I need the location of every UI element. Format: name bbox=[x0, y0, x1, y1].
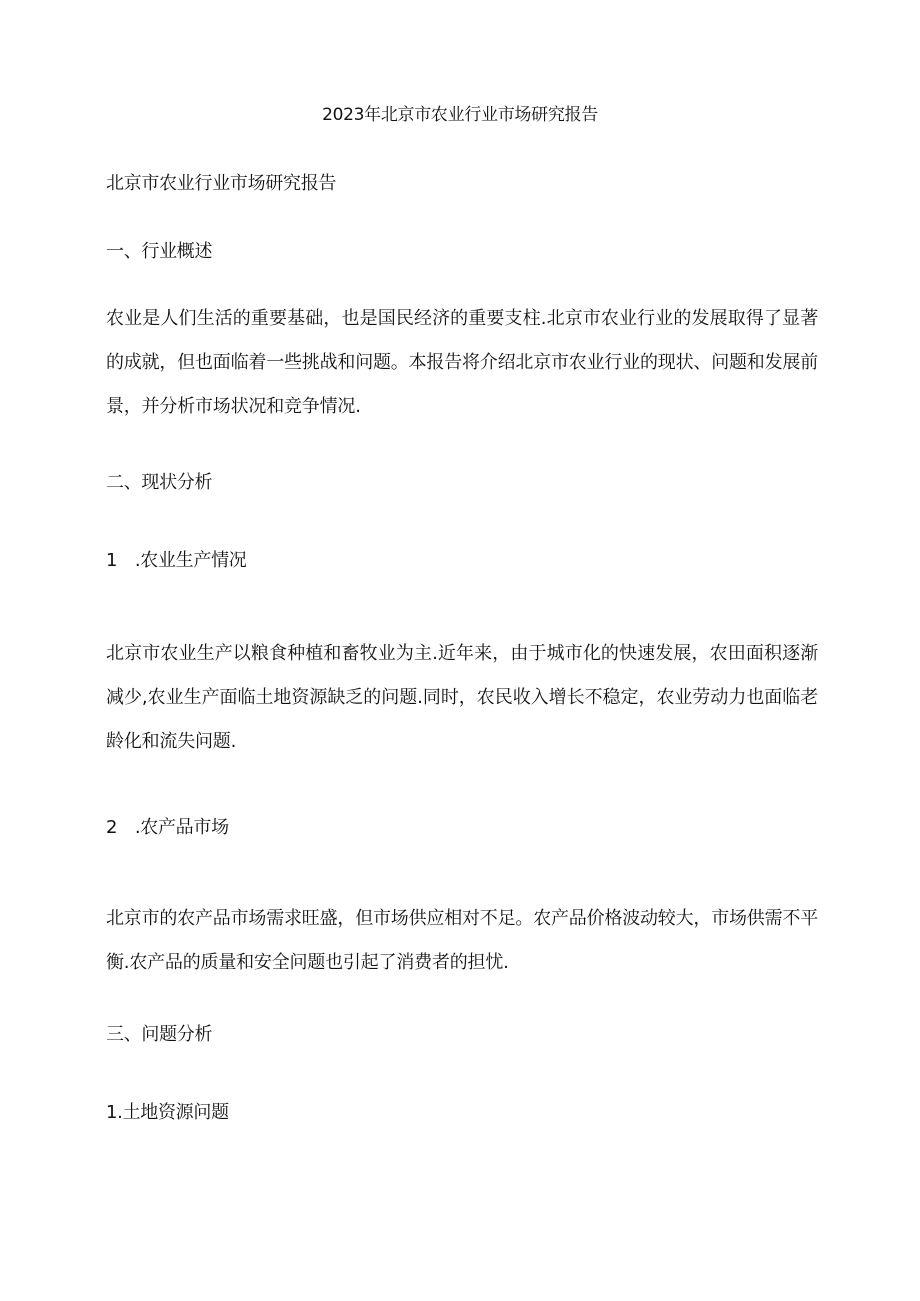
section-heading-overview: 一、行业概述 bbox=[106, 241, 213, 262]
section-heading-problems: 三、问题分析 bbox=[106, 1024, 213, 1045]
section-heading-status: 二、现状分析 bbox=[106, 472, 213, 493]
overview-paragraph: 农业是人们生活的重要基础，也是国民经济的重要支柱.北京市农业行业的发展取得了显著的成就，但也面临着一些挑战和问题。本报告将介绍北京市农业行业的现状、问题和发展前景，并分析市场状况和竞争情况. bbox=[106, 308, 818, 417]
market-paragraph: 北京市的农产品市场需求旺盛，但市场供应相对不足。农产品价格波动较大，市场供需不平衡.农产品的质量和安全问题也引起了消费者的担忧. bbox=[106, 908, 818, 973]
production-paragraph: 北京市农业生产以粮食种植和畜牧业为主.近年来，由于城市化的快速发展，农田面积逐渐减少,农业生产面临土地资源缺乏的问题.同时，农民收入增长不稳定，农业劳动力也面临老龄化和流失问题. bbox=[106, 643, 818, 752]
document-title: 2023年北京市农业行业市场研究报告 bbox=[322, 105, 598, 125]
report-subtitle: 北京市农业行业市场研究报告 bbox=[106, 173, 337, 194]
subheading-land-resources: 1.土地资源问题 bbox=[106, 1102, 229, 1123]
subheading-production: 1 .农业生产情况 bbox=[106, 550, 247, 571]
subheading-market: 2 .农产品市场 bbox=[106, 817, 229, 838]
